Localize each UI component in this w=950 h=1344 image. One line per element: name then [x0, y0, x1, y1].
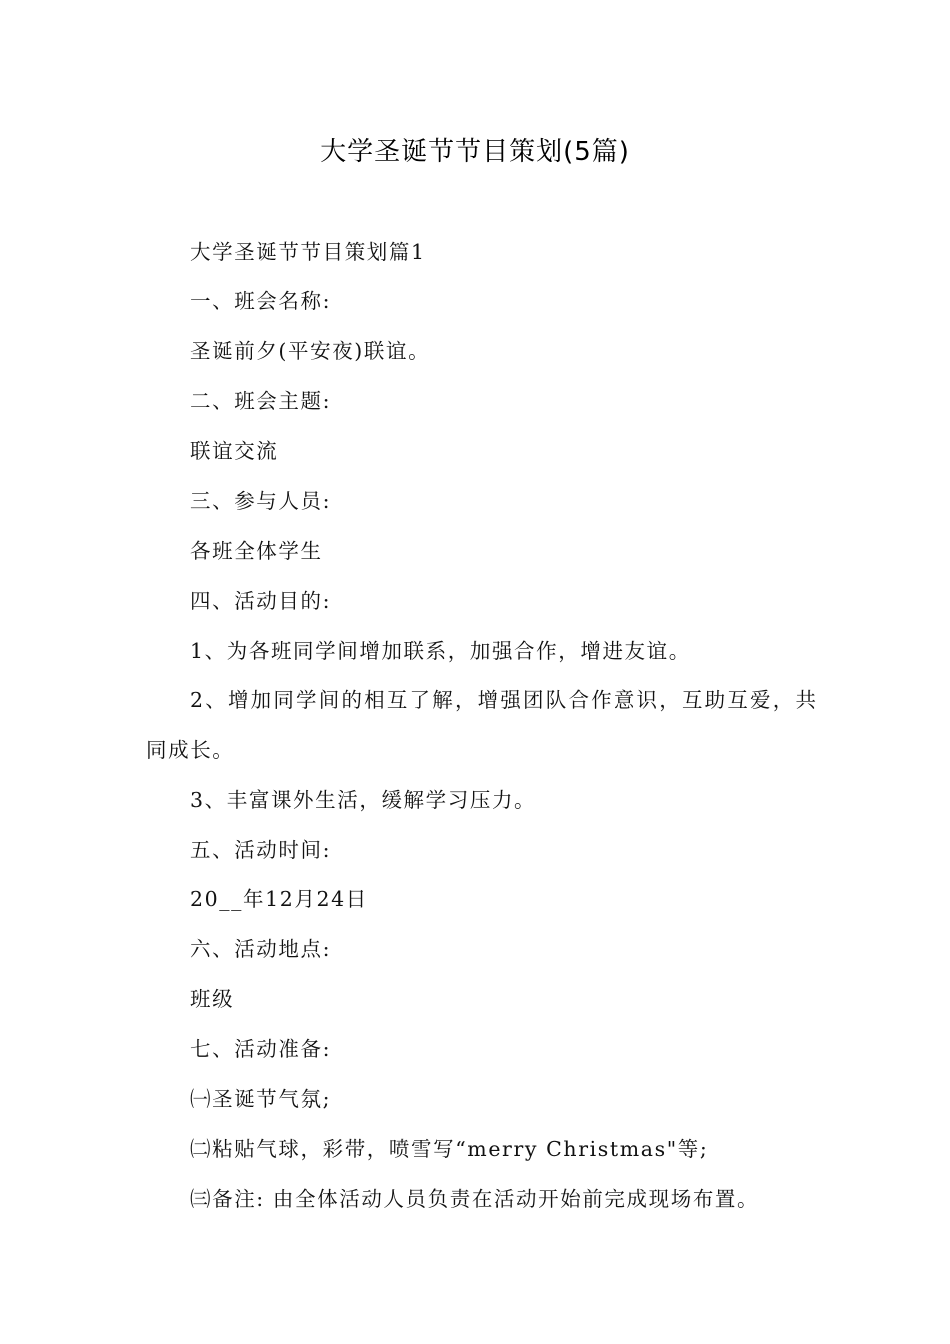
document-title: 大学圣诞节节目策划(5篇)	[320, 137, 630, 167]
paragraph-continuation: 同成长。	[146, 738, 235, 762]
paragraph: 1、为各班同学间增加联系，加强合作，增进友谊。	[190, 639, 691, 663]
paragraph: 2、增加同学间的相互了解，增强团队合作意识，互助互爱，共	[190, 688, 819, 712]
paragraph: 20__年12月24日	[190, 887, 368, 911]
paragraph: ㈢备注: 由全体活动人员负责在活动开始前完成现场布置。	[190, 1187, 760, 1211]
paragraph: 3、丰富课外生活，缓解学习压力。	[190, 788, 537, 812]
paragraph: ㈡粘贴气球，彩带，喷雪写“merry Christmas"等;	[190, 1137, 709, 1161]
paragraph: 二、班会主题:	[190, 389, 332, 413]
section-heading: 大学圣诞节节目策划篇1	[190, 240, 426, 264]
paragraph: 联谊交流	[190, 439, 279, 463]
paragraph: 六、活动地点:	[190, 937, 332, 961]
paragraph: 五、活动时间:	[190, 838, 332, 862]
paragraph: 一、班会名称:	[190, 289, 332, 313]
paragraph: 七、活动准备:	[190, 1037, 332, 1061]
paragraph: 班级	[190, 987, 235, 1011]
paragraph: 各班全体学生	[190, 539, 323, 563]
paragraph: ㈠圣诞节气氛;	[190, 1087, 332, 1111]
paragraph: 三、参与人员:	[190, 489, 332, 513]
paragraph: 圣诞前夕(平安夜)联谊。	[190, 339, 431, 363]
paragraph: 四、活动目的:	[190, 589, 332, 613]
